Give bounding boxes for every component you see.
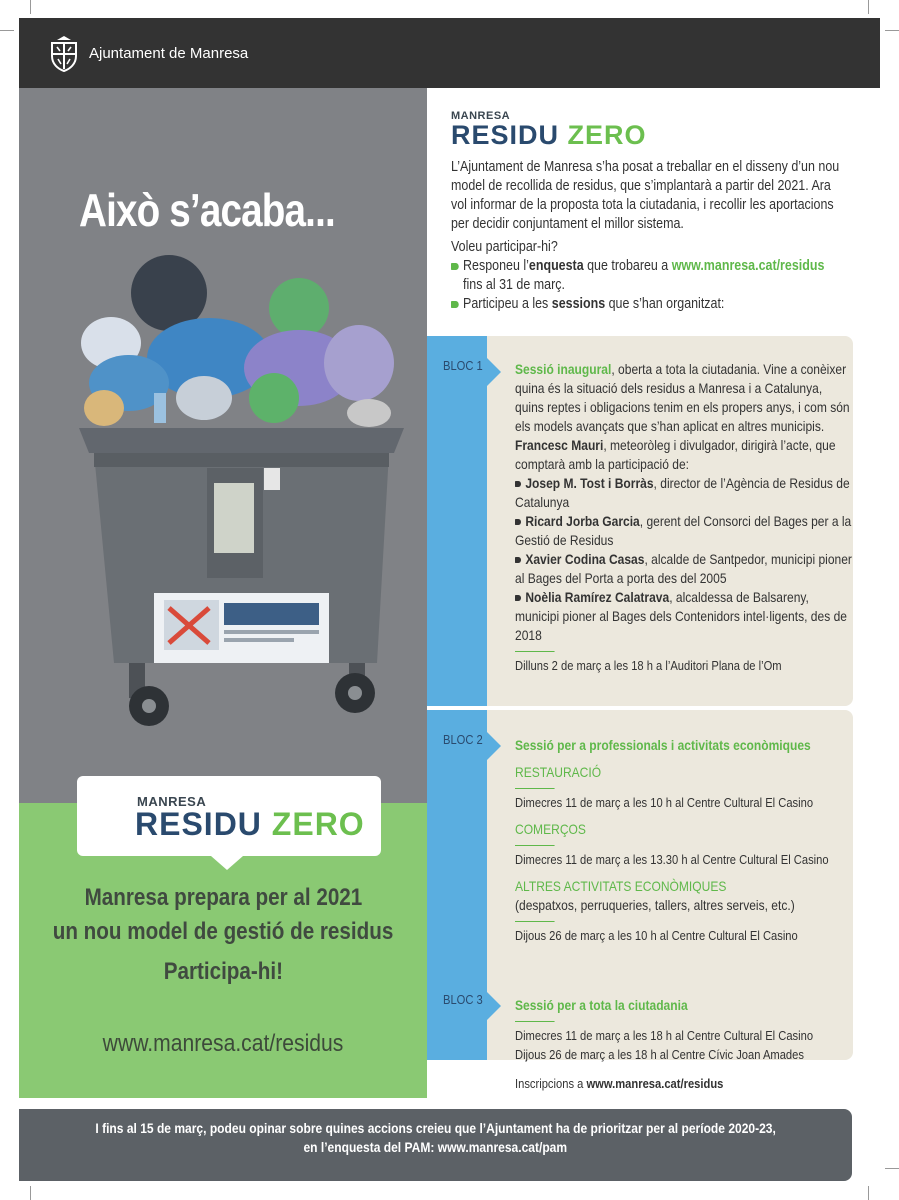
bloc-tab bbox=[427, 336, 487, 706]
guest-role: , gerent del Consorci del Bages per a la Gestió de Residus bbox=[515, 513, 852, 548]
bloc-text: , meteoròleg i divulgador, dirigirà l’acte, que comptarà amb la participació de: bbox=[515, 437, 836, 472]
survey-bullet-pre: Responeu l’ bbox=[463, 258, 529, 274]
residu-zero-logo bbox=[451, 110, 647, 149]
bloc-content bbox=[515, 360, 855, 675]
bullet-arrow-icon bbox=[451, 263, 459, 270]
guest-item bbox=[515, 550, 854, 588]
residu-zero-logo-card bbox=[77, 776, 381, 856]
guest-role: , director de l’Agència de Residus de Catalunya bbox=[515, 475, 850, 510]
category-label: ALTRES ACTIVITATS ECONÒMIQUES bbox=[515, 878, 727, 894]
tagline-line1-text: Manresa prepara per al 2021 bbox=[84, 884, 362, 911]
bloc-text: , oberta a tota la ciutadania. Vine a conèixer quina és la situació dels residus a Manresa i a Catalunya, quins reptes i obligacions tenim en els propers anys, i com són els models avançats que s’han aplicat en altres municipis. bbox=[515, 361, 850, 434]
header-bar bbox=[19, 18, 880, 88]
bloc-3 bbox=[427, 970, 853, 1060]
footer-line2: en l’enquesta del PAM: www.manresa.cat/pam bbox=[303, 1139, 568, 1155]
poster-panel bbox=[19, 88, 427, 1098]
bullet-arrow-icon bbox=[515, 595, 521, 601]
crop-mark bbox=[885, 30, 899, 31]
divider bbox=[515, 921, 555, 922]
org-name: Ajuntament de Manresa bbox=[89, 44, 249, 62]
bloc-1 bbox=[427, 336, 853, 706]
intro-question: Voleu participar-hi? bbox=[451, 239, 558, 255]
bloc-content bbox=[515, 736, 855, 945]
tagline-line2 bbox=[19, 918, 427, 946]
bullet-arrow-icon bbox=[451, 301, 459, 308]
session-date: Dilluns 2 de març a les 18 h a l’Auditori Plana de l’Om bbox=[515, 658, 782, 673]
divider bbox=[515, 788, 555, 789]
footer-line1: I fins al 15 de març, podeu opinar sobre quines accions creieu que l’Ajuntament ha de prioritzar per al període 2020-23, bbox=[95, 1120, 776, 1136]
survey-bullet-end: fins al 31 de març. bbox=[463, 277, 565, 293]
sessions-bullet-bold: sessions bbox=[551, 296, 606, 312]
bloc-title: Sessió per a tota la ciutadania bbox=[515, 997, 688, 1013]
info-column bbox=[427, 88, 880, 1098]
survey-bullet-bold: enquesta bbox=[528, 258, 584, 274]
logo-manresa-text: MANRESA bbox=[137, 794, 207, 809]
sessions-bullet-pre: Participeu a les bbox=[463, 296, 552, 312]
crop-mark bbox=[868, 0, 869, 14]
session-date: Dimecres 11 de març a les 18 h al Centre Cultural El Casino bbox=[515, 1028, 814, 1043]
survey-url-link[interactable]: www.manresa.cat/residus bbox=[671, 258, 825, 274]
crop-mark bbox=[30, 1186, 31, 1200]
guest-name: Xavier Codina Casas bbox=[525, 551, 645, 567]
headline: Això s’acaba... bbox=[79, 184, 335, 236]
crop-mark bbox=[0, 30, 14, 31]
bloc-label: BLOC 2 bbox=[443, 732, 483, 747]
logo-zero-text: ZERO bbox=[567, 120, 647, 150]
poster-url[interactable]: www.manresa.cat/residus bbox=[102, 1030, 344, 1057]
guest-item bbox=[515, 474, 854, 512]
bullet-arrow-icon bbox=[515, 557, 521, 563]
divider bbox=[515, 651, 555, 652]
bloc-title: Sessió inaugural bbox=[515, 361, 612, 377]
tagline-line2-text: un nou model de gestió de residus bbox=[52, 918, 394, 945]
bloc-title: Sessió per a professionals i activitats econòmiques bbox=[515, 737, 811, 753]
bloc-label: BLOC 3 bbox=[443, 992, 483, 1007]
session-date: Dimecres 11 de març a les 10 h al Centre Cultural El Casino bbox=[515, 795, 814, 810]
guest-item bbox=[515, 512, 854, 550]
logo-manresa-text: MANRESA bbox=[451, 110, 511, 122]
logo-residu-zero bbox=[451, 122, 647, 149]
crop-mark bbox=[30, 0, 31, 14]
tagline-line1 bbox=[19, 884, 427, 912]
crop-mark bbox=[885, 1168, 899, 1169]
host-name: Francesc Mauri bbox=[515, 437, 604, 453]
cta-participa bbox=[19, 958, 427, 986]
session-date: Dijous 26 de març a les 10 h al Centre Cultural El Casino bbox=[515, 928, 798, 943]
session-date: Dimecres 11 de març a les 13.30 h al Centre Cultural El Casino bbox=[515, 852, 829, 867]
guest-name: Ricard Jorba Garcia bbox=[525, 513, 640, 529]
logo-zero-text: ZERO bbox=[271, 806, 365, 842]
footer-bar bbox=[19, 1109, 852, 1181]
bullet-arrow-icon bbox=[515, 519, 521, 525]
guest-item bbox=[515, 588, 854, 645]
category-label: RESTAURACIÓ bbox=[515, 764, 602, 780]
bullet-arrow-icon bbox=[515, 481, 521, 487]
waste-container-image bbox=[59, 248, 419, 728]
sessions-bullet-end: que s’han organitzat: bbox=[605, 296, 725, 312]
intro-text bbox=[451, 158, 851, 314]
inscriptions-url-link[interactable]: www.manresa.cat/residus bbox=[586, 1076, 724, 1091]
bloc-tab bbox=[427, 970, 487, 1060]
inscriptions bbox=[515, 1076, 757, 1091]
category-detail: (despatxos, perruqueries, tallers, altres serveis, etc.) bbox=[515, 897, 795, 913]
bloc-content bbox=[515, 996, 855, 1064]
logo-residu-text: RESIDU bbox=[451, 120, 560, 150]
survey-bullet bbox=[451, 257, 850, 295]
bloc-label: BLOC 1 bbox=[443, 358, 483, 373]
session-date: Dijous 26 de març a les 18 h al Centre Cívic Joan Amades bbox=[515, 1047, 804, 1062]
inscriptions-pre: Inscripcions a bbox=[515, 1076, 587, 1091]
cta-text: Participa-hi! bbox=[163, 958, 283, 985]
survey-bullet-mid: que trobareu a bbox=[583, 258, 672, 274]
category-label: COMERÇOS bbox=[515, 821, 586, 837]
guest-role: , alcaldessa de Balsareny, municipi pioner al Bages dels Contenidors intel·ligents, des de 2018 bbox=[515, 589, 847, 643]
city-seal-icon bbox=[47, 33, 81, 73]
guest-name: Josep M. Tost i Borràs bbox=[525, 475, 654, 491]
sessions-bullet bbox=[451, 295, 850, 314]
crop-mark bbox=[868, 1186, 869, 1200]
logo-residu-zero bbox=[135, 808, 365, 840]
divider bbox=[515, 845, 555, 846]
divider bbox=[515, 1021, 555, 1022]
guest-role: , alcalde de Santpedor, municipi pioner al Bages del Porta a porta des del 2005 bbox=[515, 551, 852, 586]
logo-residu-text: RESIDU bbox=[135, 806, 262, 842]
intro-paragraph: L’Ajuntament de Manresa s’ha posat a treballar en el disseny d’un nou model de recollida de residus, que s’implantarà a partir del 2021. Ara vol informar de la proposta tota la ciutadania, i recollir les aportacions per decidir conjuntament el millor sistema. bbox=[451, 159, 840, 232]
guest-name: Noèlia Ramírez Calatrava bbox=[525, 589, 670, 605]
